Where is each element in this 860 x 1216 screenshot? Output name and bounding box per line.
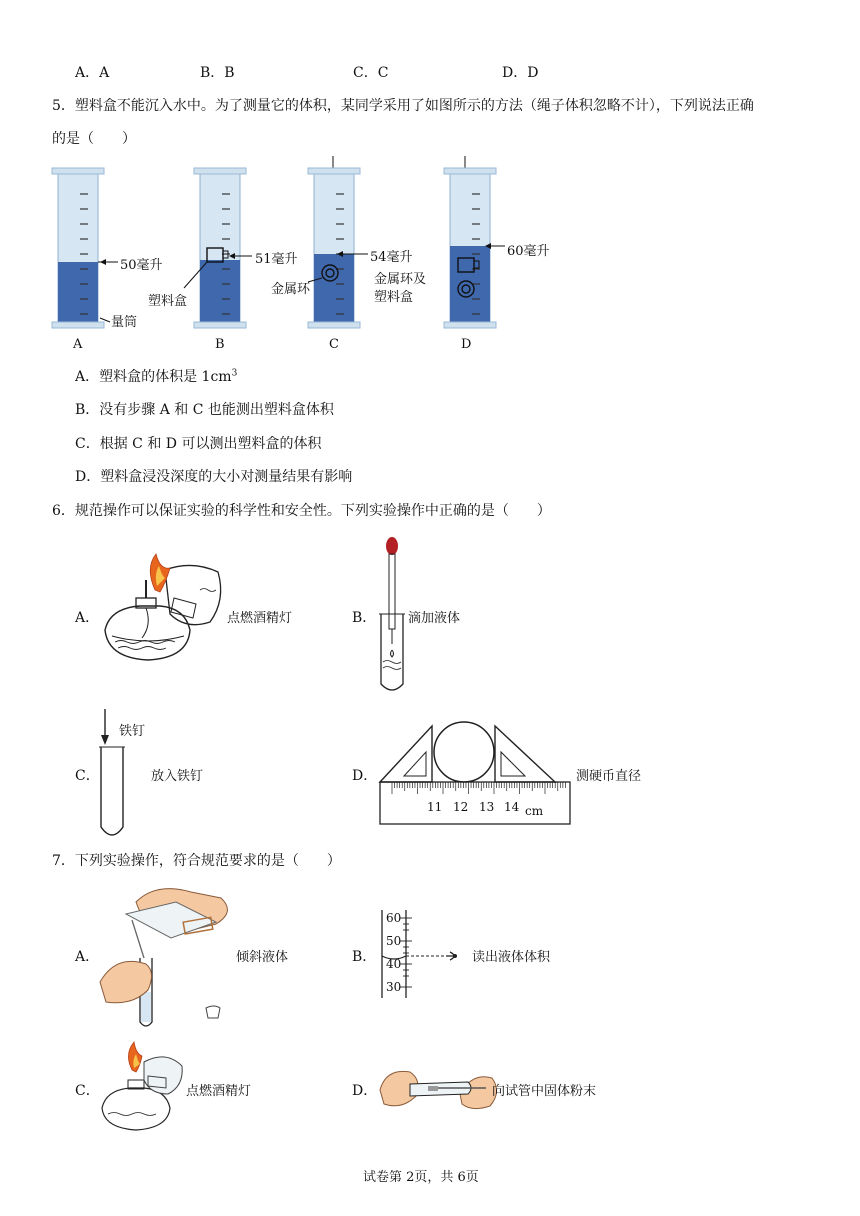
label-54ml: 54毫升 <box>370 250 413 265</box>
q6-b-text: 滴加液体 <box>408 611 461 626</box>
label-cylinder: 量筒 <box>111 315 138 330</box>
q4-option-b[interactable]: B．B <box>200 65 235 81</box>
q7-option-b-letter[interactable]: B． <box>352 949 377 965</box>
q7-a-pouring-figure <box>96 872 241 1032</box>
q7-a-text: 倾斜液体 <box>236 950 289 965</box>
scale-60: 60 <box>386 911 402 925</box>
q6-stem: 6．规范操作可以保证实验的科学性和安全性。下列实验操作中正确的是（ ） <box>52 503 551 519</box>
caption-a: A <box>73 337 83 352</box>
q7-d-text: 向试管中固体粉末 <box>492 1084 597 1099</box>
q7-option-a-letter[interactable]: A． <box>75 949 100 965</box>
q7-b-text: 读出液体体积 <box>472 950 551 965</box>
q5-stem-line1: 5．塑料盒不能沉入水中。为了测量它的体积，某同学采用了如图所示的方法（绳子体积忽略不计），下列说法正确 <box>52 98 754 114</box>
q5-option-d[interactable]: D．塑料盒浸没深度的大小对测量结果有影响 <box>75 469 353 485</box>
ruler-label-13: 13 <box>479 800 495 814</box>
q7-c-text: 点燃酒精灯 <box>186 1084 252 1099</box>
ruler-unit: cm <box>525 804 544 818</box>
q4-option-d[interactable]: D．D <box>502 65 539 81</box>
q6-a-alcohol-lamp-figure <box>100 550 230 675</box>
q6-c-text: 放入铁钉 <box>151 769 204 784</box>
q7-stem: 7．下列实验操作，符合规范要求的是（ ） <box>52 853 341 869</box>
scale-40: 40 <box>386 957 402 971</box>
ruler-label-14: 14 <box>504 800 520 814</box>
ruler-ticks <box>392 782 565 794</box>
label-metal-ring: 金属环 <box>271 282 311 297</box>
cylinder-c <box>308 156 360 328</box>
label-plastic-box: 塑料盒 <box>148 294 188 309</box>
label-60ml: 60毫升 <box>507 244 550 259</box>
q5-stem-line2: 的是（ ） <box>52 131 136 147</box>
q4-option-c[interactable]: C．C <box>353 65 389 81</box>
q6-option-a-letter[interactable]: A． <box>75 610 100 626</box>
page-footer: 试卷第 2页，共 6页 <box>363 1170 479 1185</box>
q5-option-a[interactable]: A．塑料盒的体积是 $1cm^3$ <box>75 368 238 385</box>
cylinder-a <box>52 168 104 328</box>
q6-option-b-letter[interactable]: B． <box>352 610 377 626</box>
caption-d: D <box>461 337 472 352</box>
ruler-label-12: 12 <box>453 800 469 814</box>
label-50ml: 50毫升 <box>120 258 163 273</box>
q6-d-text: 测硬币直径 <box>576 769 642 784</box>
q5-option-c[interactable]: C．根据 C 和 D 可以测出塑料盒的体积 <box>75 436 322 452</box>
q7-option-d-letter[interactable]: D． <box>352 1083 378 1099</box>
scale-50: 50 <box>386 934 402 948</box>
cylinder-d <box>444 156 496 328</box>
q7-option-c-letter[interactable]: C． <box>75 1083 100 1099</box>
scale-30: 30 <box>386 980 402 994</box>
caption-b: B <box>215 337 225 352</box>
q7-d-powder-figure <box>376 1060 502 1116</box>
caption-c: C <box>329 337 339 352</box>
q7-c-alcohol-lamp-figure <box>96 1040 188 1134</box>
q6-option-d-letter[interactable]: D． <box>352 768 378 784</box>
q6-c-nail-label: 铁钉 <box>119 724 146 739</box>
ruler-label-11: 11 <box>427 800 443 814</box>
label-51ml: 51毫升 <box>255 252 298 267</box>
q5-option-b[interactable]: B．没有步骤 A 和 C 也能测出塑料盒体积 <box>75 402 334 418</box>
q4-option-a[interactable]: A．A <box>75 65 110 81</box>
label-ring-and-box-2: 塑料盒 <box>374 290 414 305</box>
label-ring-and-box-1: 金属环及 <box>374 272 427 287</box>
cylinder-b <box>194 168 246 328</box>
q6-a-text: 点燃酒精灯 <box>227 611 293 626</box>
q6-option-c-letter[interactable]: C． <box>75 768 100 784</box>
q6-d-ruler-figure <box>370 718 580 830</box>
